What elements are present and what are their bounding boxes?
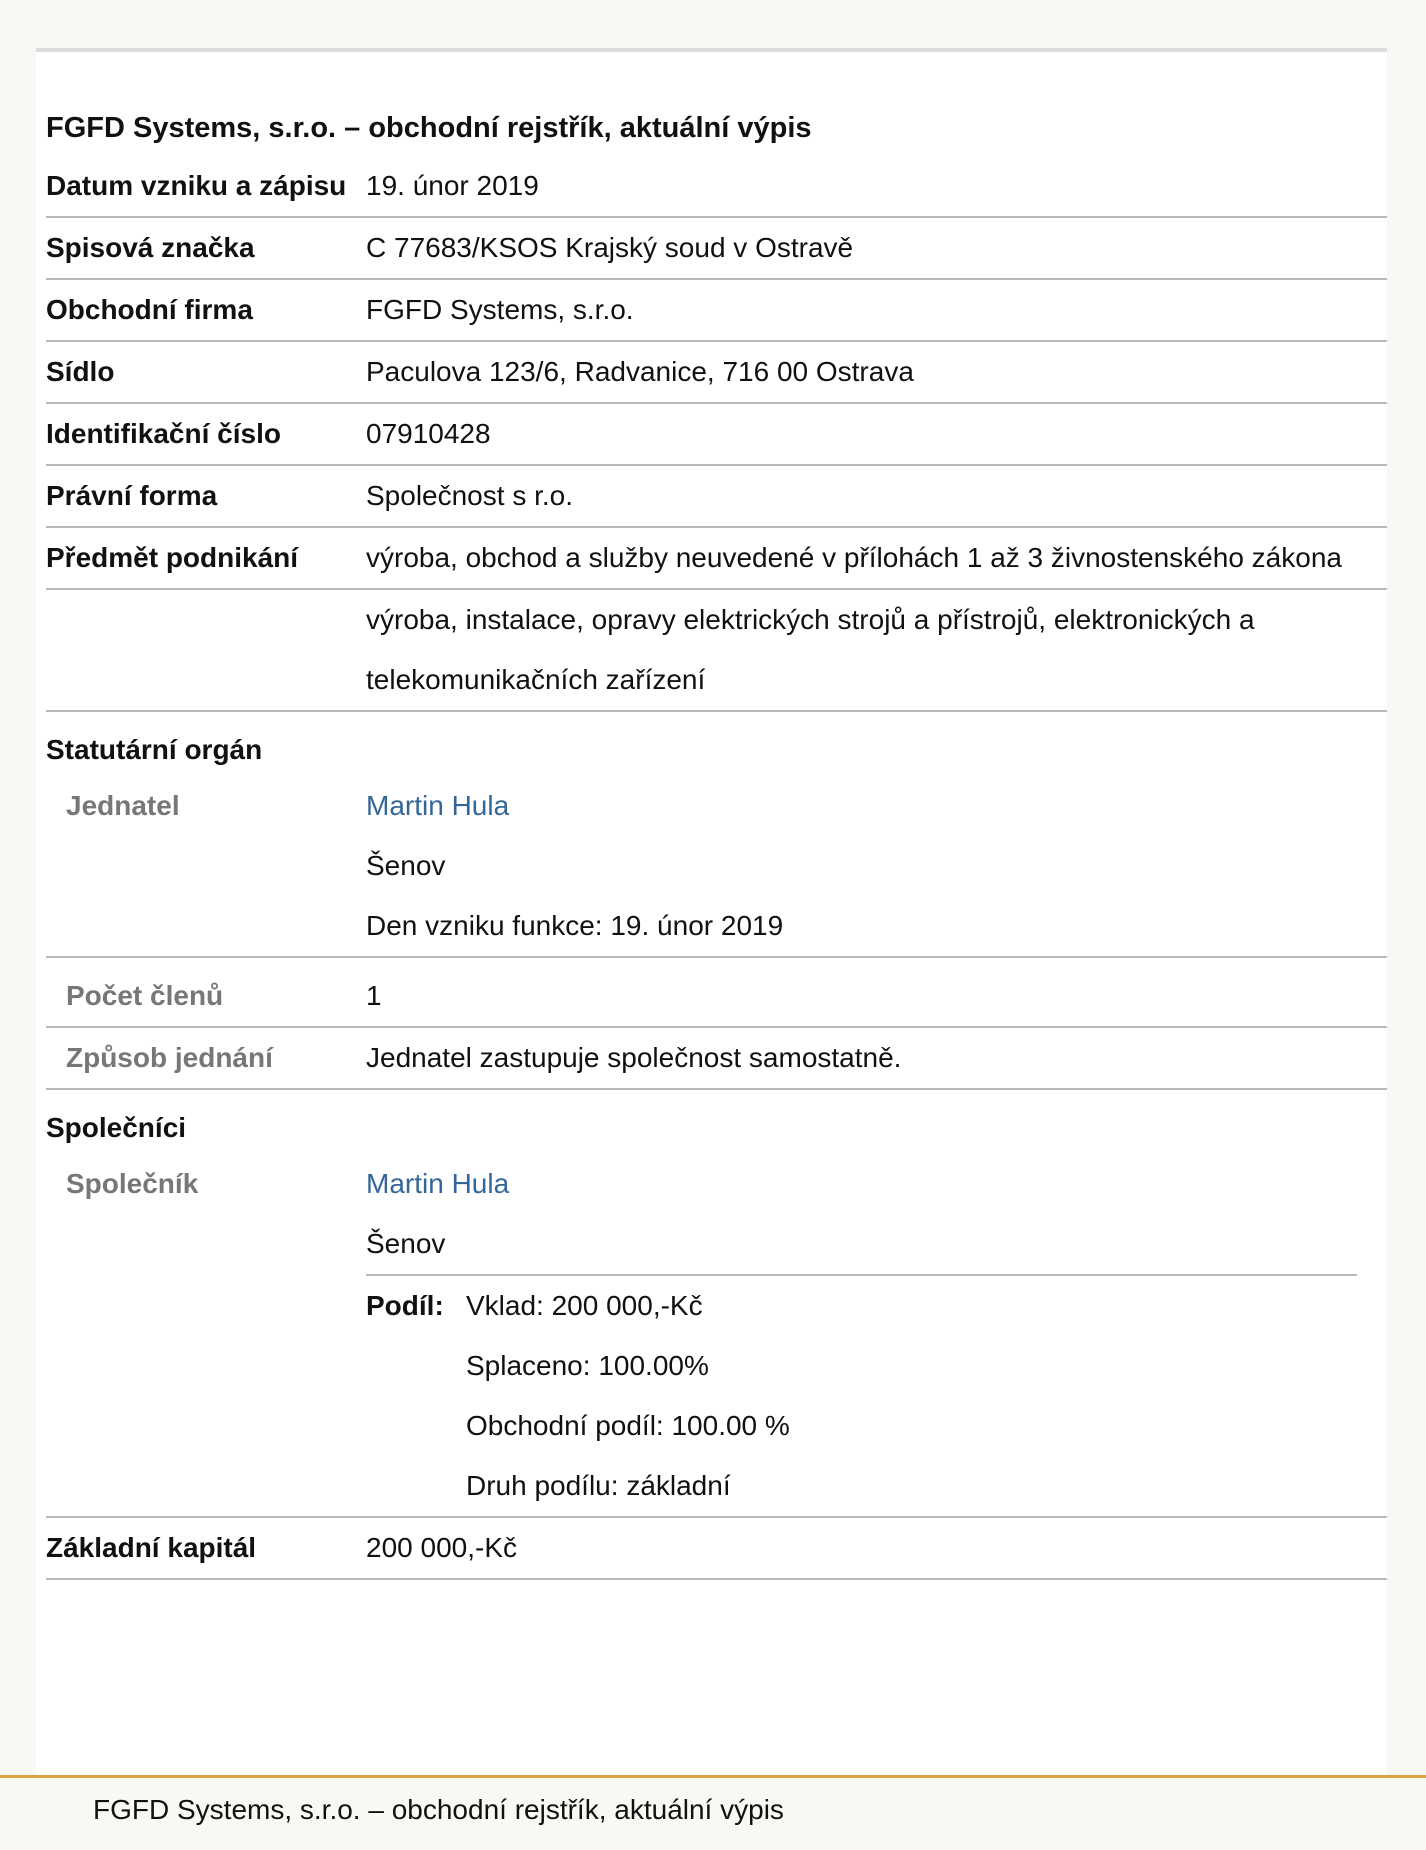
label-forma: Právní forma xyxy=(46,465,366,527)
row-pocet xyxy=(46,966,1387,1027)
row-jednatel xyxy=(46,776,1387,957)
footer-text: FGFD Systems, s.r.o. – obchodní rejstřík, aktuální výpis xyxy=(93,1794,784,1825)
row-gap xyxy=(46,957,1387,966)
row-statutarni-heading xyxy=(46,711,1387,776)
label-jednatel: Jednatel xyxy=(46,776,366,957)
value-jednatel xyxy=(366,776,1387,957)
label-pocet: Počet členů xyxy=(46,966,366,1027)
podil-label: Podíl: xyxy=(366,1290,444,1321)
label-kapital: Základní kapitál xyxy=(46,1517,366,1579)
spolecnik-place: Šenov xyxy=(366,1228,446,1259)
value-zpusob: Jednatel zastupuje společnost samostatně. xyxy=(366,1027,1387,1089)
jednatel-den-vzniku: Den vzniku funkce: 19. únor 2019 xyxy=(366,910,784,941)
podil-details xyxy=(466,1276,790,1516)
register-card xyxy=(36,48,1387,1778)
label-ico: Identifikační číslo xyxy=(46,403,366,465)
value-datum: 19. únor 2019 xyxy=(366,156,1387,217)
footer xyxy=(0,1775,1426,1850)
jednatel-name-link[interactable]: Martin Hula xyxy=(366,790,510,821)
row-predmet-2 xyxy=(46,589,1387,711)
podil-splaceno: Splaceno: 100.00% xyxy=(466,1350,709,1381)
jednatel-place: Šenov xyxy=(366,850,446,881)
heading-spolecnici: Společníci xyxy=(46,1112,187,1143)
value-spolecnik xyxy=(366,1154,1387,1517)
podil-obchodni: Obchodní podíl: 100.00 % xyxy=(466,1410,790,1441)
row-firma xyxy=(46,279,1387,341)
row-zpusob xyxy=(46,1027,1387,1089)
value-forma: Společnost s r.o. xyxy=(366,465,1387,527)
spolecnik-name-link[interactable]: Martin Hula xyxy=(366,1168,510,1199)
value-spis: C 77683/KSOS Krajský soud v Ostravě xyxy=(366,217,1387,279)
label-sidlo: Sídlo xyxy=(46,341,366,403)
value-pocet: 1 xyxy=(366,966,1387,1027)
label-predmet: Předmět podnikání xyxy=(46,527,366,589)
value-sidlo: Paculova 123/6, Radvanice, 716 00 Ostrava xyxy=(366,341,1387,403)
row-datum xyxy=(46,156,1387,217)
value-predmet-1: výroba, obchod a služby neuvedené v přílohách 1 až 3 živnostenského zákona xyxy=(366,527,1387,589)
page-title: FGFD Systems, s.r.o. – obchodní rejstřík, aktuální výpis xyxy=(46,112,812,144)
value-predmet-2: výroba, instalace, opravy elektrických strojů a přístrojů, elektronických a telekomunikačních zařízení xyxy=(366,589,1387,711)
register-table xyxy=(46,156,1387,1580)
label-spolecnik: Společník xyxy=(46,1154,366,1517)
label-datum: Datum vzniku a zápisu xyxy=(46,156,366,217)
label-zpusob: Způsob jednání xyxy=(46,1027,366,1089)
row-sidlo xyxy=(46,341,1387,403)
row-spis xyxy=(46,217,1387,279)
podil-druh: Druh podílu: základní xyxy=(466,1470,731,1501)
value-ico: 07910428 xyxy=(366,403,1387,465)
label-firma: Obchodní firma xyxy=(46,279,366,341)
value-kapital: 200 000,-Kč xyxy=(366,1517,1387,1579)
row-ico xyxy=(46,403,1387,465)
label-predmet-empty xyxy=(46,589,366,711)
podil-block xyxy=(366,1274,1357,1516)
row-forma xyxy=(46,465,1387,527)
row-kapital xyxy=(46,1517,1387,1579)
label-spis: Spisová značka xyxy=(46,217,366,279)
row-spolecnici-heading xyxy=(46,1089,1387,1154)
heading-statutarni: Statutární orgán xyxy=(46,734,263,765)
podil-vklad: Vklad: 200 000,-Kč xyxy=(466,1290,703,1321)
value-firma: FGFD Systems, s.r.o. xyxy=(366,279,1387,341)
row-spolecnik xyxy=(46,1154,1387,1517)
row-predmet-1 xyxy=(46,527,1387,589)
